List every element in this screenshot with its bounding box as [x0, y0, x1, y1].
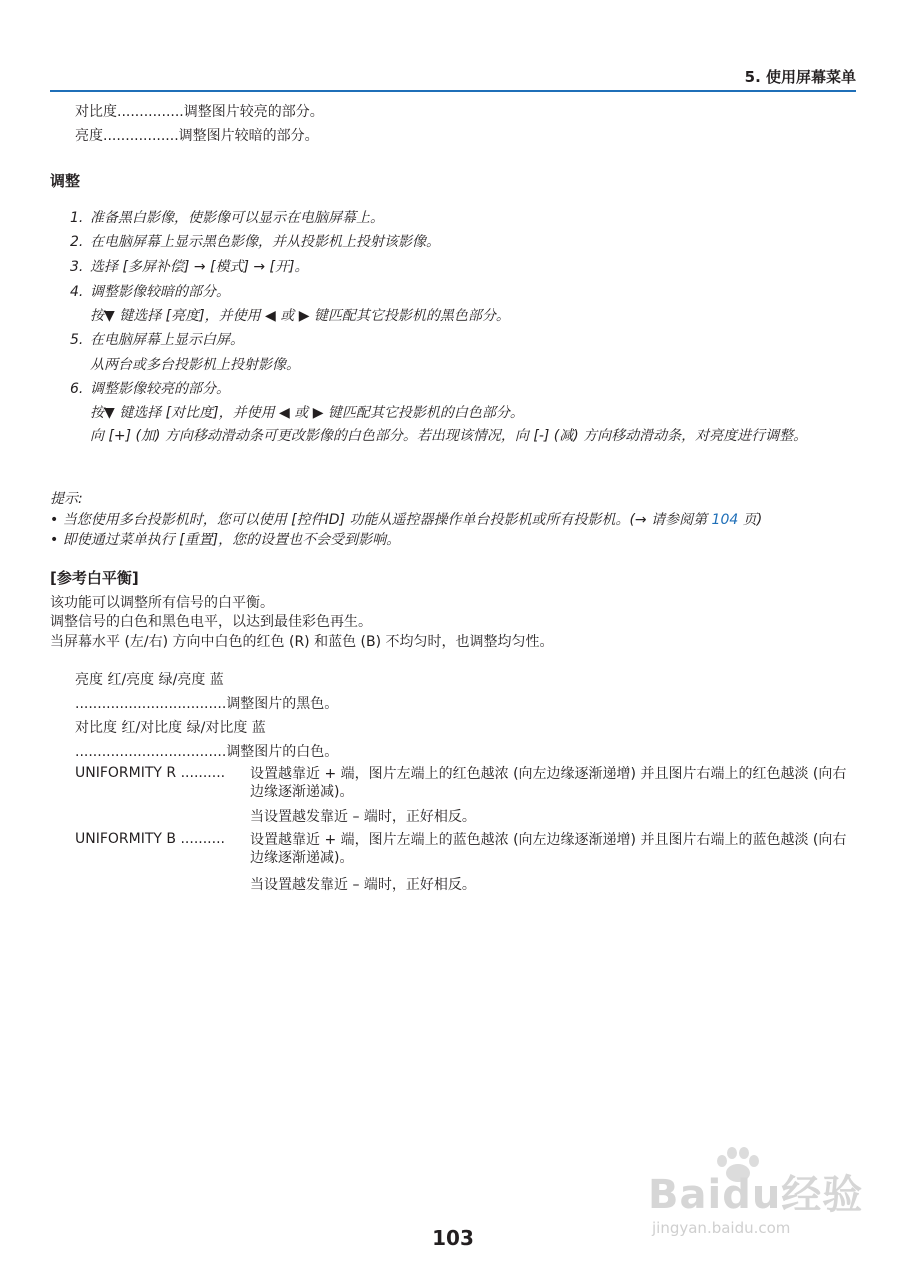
intro-desc: 调整图片较暗的部分。	[178, 128, 319, 144]
dots: ..........	[180, 831, 225, 847]
term: UNIFORMITY R	[75, 765, 177, 781]
watermark-logo: Baidu经验	[648, 1172, 864, 1218]
step-1	[70, 207, 384, 227]
step-5	[70, 329, 244, 349]
wb-desc-contrast: 调整图片的白色。	[226, 744, 339, 760]
page-reference-link[interactable]: 104	[711, 512, 739, 528]
wb-paragraph-2: 调整信号的白色和黑色电平，以达到最佳彩色再生。	[50, 614, 372, 630]
bullet: •	[50, 512, 59, 528]
bullet: •	[50, 532, 59, 548]
intro-dots: ...............	[117, 104, 184, 120]
dots: ..........	[180, 765, 226, 781]
tips-label: 提示:	[50, 491, 83, 507]
wb-dots-brightness	[75, 693, 338, 713]
wb-desc2-uniformity-b: 当设置越发靠近 – 端时，正好相反。	[250, 877, 476, 893]
wb-desc-uniformity-b: 设置越靠近 + 端，图片左端上的蓝色越浓 (向左边缘逐渐递增) 并且图片右端上的蓝色越淡 (向右边缘逐渐递减)。	[250, 832, 847, 866]
step-6-sub-2: 向 [+] (加) 方向移动滑动条可更改影像的白色部分。若出现该情况，向 [-] (减) 方向移动滑动条，对亮度进行调整。	[90, 428, 808, 444]
step-number: 2.	[70, 234, 84, 250]
intro-dots: .................	[103, 128, 179, 144]
intro-term: 亮度	[75, 128, 103, 144]
tip-item-2	[50, 529, 400, 549]
white-balance-title: [参考白平衡]	[50, 569, 139, 587]
wb-term-uniformity-b	[75, 831, 225, 847]
tip-text: 即使通过菜单执行 [重置]，您的设置也不会受到影响。	[62, 532, 401, 548]
wb-desc-brightness: 调整图片的黑色。	[226, 696, 339, 712]
wb-paragraph-1: 该功能可以调整所有信号的白平衡。	[50, 595, 274, 611]
step-text: 准备黑白影像，使影像可以显示在电脑屏幕上。	[90, 210, 384, 226]
step-5-sub: 从两台或多台投影机上投射影像。	[90, 357, 300, 373]
intro-item-brightness	[75, 125, 319, 145]
intro-term: 对比度	[75, 104, 117, 120]
page-number: 103	[432, 1226, 474, 1250]
header-rule	[50, 90, 856, 92]
intro-item-contrast	[75, 101, 324, 121]
step-text: 在电脑屏幕上显示白屏。	[90, 332, 244, 348]
step-number: 6.	[70, 381, 84, 397]
wb-term-brightness: 亮度 红/亮度 绿/亮度 蓝	[75, 672, 224, 688]
dots: ..................................	[75, 744, 227, 760]
wb-term-uniformity-r	[75, 765, 225, 781]
step-number: 1.	[70, 210, 84, 226]
step-number: 3.	[70, 259, 84, 275]
step-number: 4.	[70, 284, 84, 300]
step-2	[70, 231, 440, 251]
step-text: 调整影像较亮的部分。	[90, 381, 230, 397]
step-text: 在电脑屏幕上显示黑色影像，并从投影机上投射该影像。	[90, 234, 440, 250]
wb-desc-uniformity-r: 设置越靠近 + 端，图片左端上的红色越浓 (向左边缘逐渐递增) 并且图片右端上的红色越淡 (向右边缘逐渐递减)。	[250, 766, 847, 800]
step-text: 选择 [多屏补偿] → [模式] → [开]。	[90, 259, 309, 275]
header-title: 5. 使用屏幕菜单	[744, 68, 856, 86]
watermark-url: jingyan.baidu.com	[652, 1219, 791, 1237]
tip-text: 当您使用多台投影机时，您可以使用 [控件ID] 功能从遥控器操作单台投影机或所有投影机。(→ 请参阅第	[62, 512, 712, 528]
adjust-title: 调整	[50, 172, 81, 190]
tip-item-1	[50, 509, 762, 529]
dots: ..................................	[75, 696, 227, 712]
intro-desc: 调整图片较亮的部分。	[183, 104, 324, 120]
step-4-sub: 按▼ 键选择 [亮度]，并使用 ◀ 或 ▶ 键匹配其它投影机的黑色部分。	[90, 308, 510, 324]
wb-desc2-uniformity-r: 当设置越发靠近 – 端时，正好相反。	[250, 809, 476, 825]
tip-text-after: 页)	[738, 512, 763, 528]
step-number: 5.	[70, 332, 84, 348]
step-3	[70, 256, 308, 276]
wb-dots-contrast	[75, 741, 338, 761]
step-6-sub-1: 按▼ 键选择 [对比度]，并使用 ◀ 或 ▶ 键匹配其它投影机的白色部分。	[90, 405, 524, 421]
wb-term-contrast: 对比度 红/对比度 绿/对比度 蓝	[75, 720, 266, 736]
term: UNIFORMITY B	[75, 831, 177, 847]
step-text: 调整影像较暗的部分。	[90, 284, 230, 300]
step-6	[70, 378, 230, 398]
step-4	[70, 281, 230, 301]
wb-paragraph-3: 当屏幕水平 (左/右) 方向中白色的红色 (R) 和蓝色 (B) 不均匀时，也调整均匀性。	[50, 634, 554, 650]
